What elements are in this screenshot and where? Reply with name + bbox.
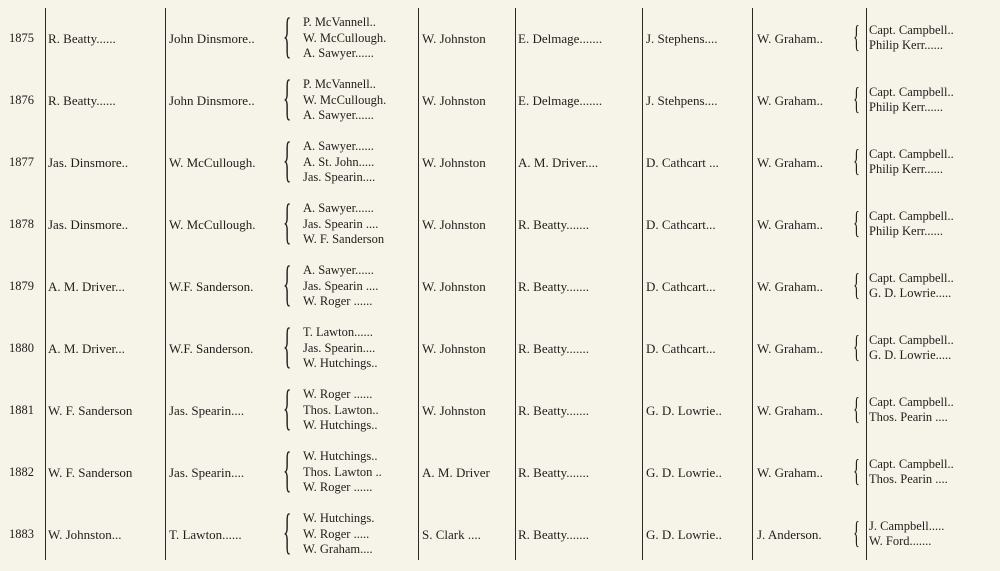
left-brace-icon: { xyxy=(853,18,860,54)
left-brace-icon: { xyxy=(853,142,860,178)
name-cell: John Dinsmore.. xyxy=(169,93,255,108)
left-brace-icon: { xyxy=(853,266,860,302)
name-cell: Jas. Spearin.... xyxy=(169,403,245,418)
group-name: P. McVannell.. xyxy=(303,15,376,29)
left-brace-icon: { xyxy=(853,514,860,550)
name-cell: W. Johnston xyxy=(422,217,486,232)
name-cell: A. M. Driver... xyxy=(48,341,125,356)
group-name: Thos. Pearin .... xyxy=(869,410,948,424)
name-cell: W.F. Sanderson. xyxy=(169,279,254,294)
name-cell: R. Beatty....... xyxy=(518,279,590,294)
name-cell: W. Johnston xyxy=(422,403,486,418)
name-cell: D. Cathcart... xyxy=(646,341,716,356)
name-cell: D. Cathcart... xyxy=(646,217,716,232)
name-group xyxy=(303,325,378,372)
group-name: W. Roger ..... xyxy=(303,526,370,541)
name-cell: G. D. Lowrie.. xyxy=(646,403,722,418)
group-name: W. McCullough. xyxy=(303,30,387,45)
name-cell: W. Graham.. xyxy=(757,93,823,108)
group-name: T. Lawton...... xyxy=(303,325,373,339)
group-name: W. Hutchings.. xyxy=(303,449,378,463)
name-cell: W. Johnston... xyxy=(48,527,122,542)
table-row xyxy=(0,132,1000,194)
group-name: Capt. Campbell.. xyxy=(869,23,954,37)
name-cell: W. Johnston xyxy=(422,155,486,170)
group-name: Capt. Campbell.. xyxy=(869,395,954,409)
name-cell: W.F. Sanderson. xyxy=(169,341,254,356)
name-cell: A. M. Driver xyxy=(422,465,490,480)
group-name: W. Roger ...... xyxy=(303,294,373,308)
name-cell: Jas. Dinsmore.. xyxy=(48,155,129,170)
name-cell: R. Beatty....... xyxy=(518,403,590,418)
name-cell: R. Beatty...... xyxy=(48,93,116,108)
name-cell: A. M. Driver.... xyxy=(518,155,599,170)
name-group xyxy=(303,77,386,124)
left-brace-icon: { xyxy=(853,80,860,116)
group-name: W. Hutchings. xyxy=(303,511,375,525)
year-cell: 1877 xyxy=(9,155,34,169)
name-cell: W. Johnston xyxy=(422,279,486,294)
group-name: A. Sawyer...... xyxy=(303,108,374,122)
name-group xyxy=(869,271,954,301)
name-cell: S. Clark .... xyxy=(422,527,481,542)
name-cell: E. Delmage....... xyxy=(518,31,603,46)
name-cell: W. Graham.. xyxy=(757,31,823,46)
name-cell: R. Beatty....... xyxy=(518,465,590,480)
year-cell: 1881 xyxy=(9,403,34,417)
left-brace-icon: { xyxy=(853,328,860,364)
group-name: J. Campbell..... xyxy=(869,519,945,533)
year-cell: 1879 xyxy=(9,279,34,293)
name-group xyxy=(869,147,954,177)
group-name: Philip Kerr...... xyxy=(869,162,943,176)
group-name: W. Ford....... xyxy=(869,534,932,548)
table-row xyxy=(0,504,1000,566)
group-name: W. McCullough. xyxy=(303,92,387,107)
name-group xyxy=(869,395,954,425)
year-cell: 1875 xyxy=(9,31,34,45)
name-group xyxy=(869,209,954,239)
name-group xyxy=(303,449,382,496)
name-cell: R. Beatty....... xyxy=(518,527,590,542)
left-brace-icon: { xyxy=(283,131,292,187)
name-cell: W. Johnston xyxy=(422,93,486,108)
year-cell: 1880 xyxy=(9,341,34,355)
name-cell: G. D. Lowrie.. xyxy=(646,527,722,542)
table-row xyxy=(0,8,1000,70)
name-cell: W. Graham.. xyxy=(757,217,823,232)
left-brace-icon: { xyxy=(853,452,860,488)
name-cell: W. Graham.. xyxy=(757,341,823,356)
group-name: G. D. Lowrie..... xyxy=(869,348,952,362)
table-row xyxy=(0,194,1000,256)
group-name: W. F. Sanderson xyxy=(303,232,385,246)
name-cell: J. Anderson. xyxy=(757,527,822,542)
group-name: W. Hutchings.. xyxy=(303,418,378,432)
group-name: Capt. Campbell.. xyxy=(869,85,954,99)
group-name: W. Hutchings.. xyxy=(303,356,378,370)
year-cell: 1882 xyxy=(9,465,34,479)
name-group xyxy=(303,263,378,310)
name-group xyxy=(303,139,375,186)
name-cell: W. Graham.. xyxy=(757,465,823,480)
group-name: Philip Kerr...... xyxy=(869,100,943,114)
group-name: Jas. Spearin.... xyxy=(303,170,376,184)
left-brace-icon: { xyxy=(283,379,292,435)
name-cell: A. M. Driver... xyxy=(48,279,125,294)
group-name: A. Sawyer...... xyxy=(303,201,374,215)
group-name: Jas. Spearin .... xyxy=(303,278,379,293)
group-name: Capt. Campbell.. xyxy=(869,147,954,161)
name-cell: J. Stephens.... xyxy=(646,31,718,46)
name-cell: W. Graham.. xyxy=(757,155,823,170)
year-cell: 1878 xyxy=(9,217,34,231)
name-cell: Jas. Spearin.... xyxy=(169,465,245,480)
left-brace-icon: { xyxy=(283,441,292,497)
name-cell: John Dinsmore.. xyxy=(169,31,255,46)
group-name: A. Sawyer...... xyxy=(303,139,374,153)
group-name: Jas. Spearin .... xyxy=(303,216,379,231)
name-cell: R. Beatty....... xyxy=(518,217,590,232)
group-name: Philip Kerr...... xyxy=(869,224,943,238)
group-name: Capt. Campbell.. xyxy=(869,333,954,347)
left-brace-icon: { xyxy=(853,204,860,240)
group-name: G. D. Lowrie..... xyxy=(869,286,952,300)
name-group xyxy=(303,15,386,62)
name-group xyxy=(869,333,954,363)
name-cell: W. Johnston xyxy=(422,31,486,46)
group-name: W. Graham.... xyxy=(303,542,373,556)
group-name: A. Sawyer...... xyxy=(303,263,374,277)
left-brace-icon: { xyxy=(283,193,292,249)
name-group xyxy=(303,387,379,434)
group-name: W. Roger ...... xyxy=(303,480,373,494)
name-cell: W. F. Sanderson xyxy=(48,403,133,418)
name-cell: J. Stehpens.... xyxy=(646,93,718,108)
left-brace-icon: { xyxy=(283,317,292,373)
name-cell: G. D. Lowrie.. xyxy=(646,465,722,480)
name-cell: D. Cathcart ... xyxy=(646,155,719,170)
year-cell: 1883 xyxy=(9,527,34,541)
name-group xyxy=(869,23,954,53)
name-group xyxy=(303,201,384,248)
left-brace-icon: { xyxy=(853,390,860,426)
left-brace-icon: { xyxy=(283,69,292,125)
name-cell: R. Beatty....... xyxy=(518,341,590,356)
year-cell: 1876 xyxy=(9,93,34,107)
group-name: P. McVannell.. xyxy=(303,77,376,91)
group-name: Thos. Pearin .... xyxy=(869,472,948,486)
name-cell: D. Cathcart... xyxy=(646,279,716,294)
group-name: Capt. Campbell.. xyxy=(869,457,954,471)
left-brace-icon: { xyxy=(283,7,292,63)
group-name: Jas. Spearin.... xyxy=(303,340,376,355)
group-name: Thos. Lawton.. xyxy=(303,402,379,417)
name-cell: W. McCullough. xyxy=(169,217,256,232)
table-row xyxy=(0,70,1000,132)
name-cell: R. Beatty...... xyxy=(48,31,116,46)
name-cell: W. Johnston xyxy=(422,341,486,356)
left-brace-icon: { xyxy=(283,503,292,559)
group-name: Capt. Campbell.. xyxy=(869,209,954,223)
group-name: A. St. John..... xyxy=(303,154,375,169)
name-cell: Jas. Dinsmore.. xyxy=(48,217,129,232)
table-row xyxy=(0,256,1000,318)
name-group xyxy=(869,457,954,487)
name-group xyxy=(303,511,374,558)
name-cell: W. McCullough. xyxy=(169,155,256,170)
name-group xyxy=(869,519,944,549)
group-name: Philip Kerr...... xyxy=(869,38,943,52)
name-cell: T. Lawton...... xyxy=(169,527,242,542)
group-name: Thos. Lawton .. xyxy=(303,464,382,479)
group-name: W. Roger ...... xyxy=(303,387,373,401)
group-name: A. Sawyer...... xyxy=(303,46,374,60)
name-cell: W. Graham.. xyxy=(757,279,823,294)
name-cell: E. Delmage....... xyxy=(518,93,603,108)
name-cell: W. F. Sanderson xyxy=(48,465,133,480)
name-group xyxy=(869,85,954,115)
table-row xyxy=(0,380,1000,442)
left-brace-icon: { xyxy=(283,255,292,311)
table-row xyxy=(0,442,1000,504)
name-cell: W. Graham.. xyxy=(757,403,823,418)
group-name: Capt. Campbell.. xyxy=(869,271,954,285)
table-row xyxy=(0,318,1000,380)
